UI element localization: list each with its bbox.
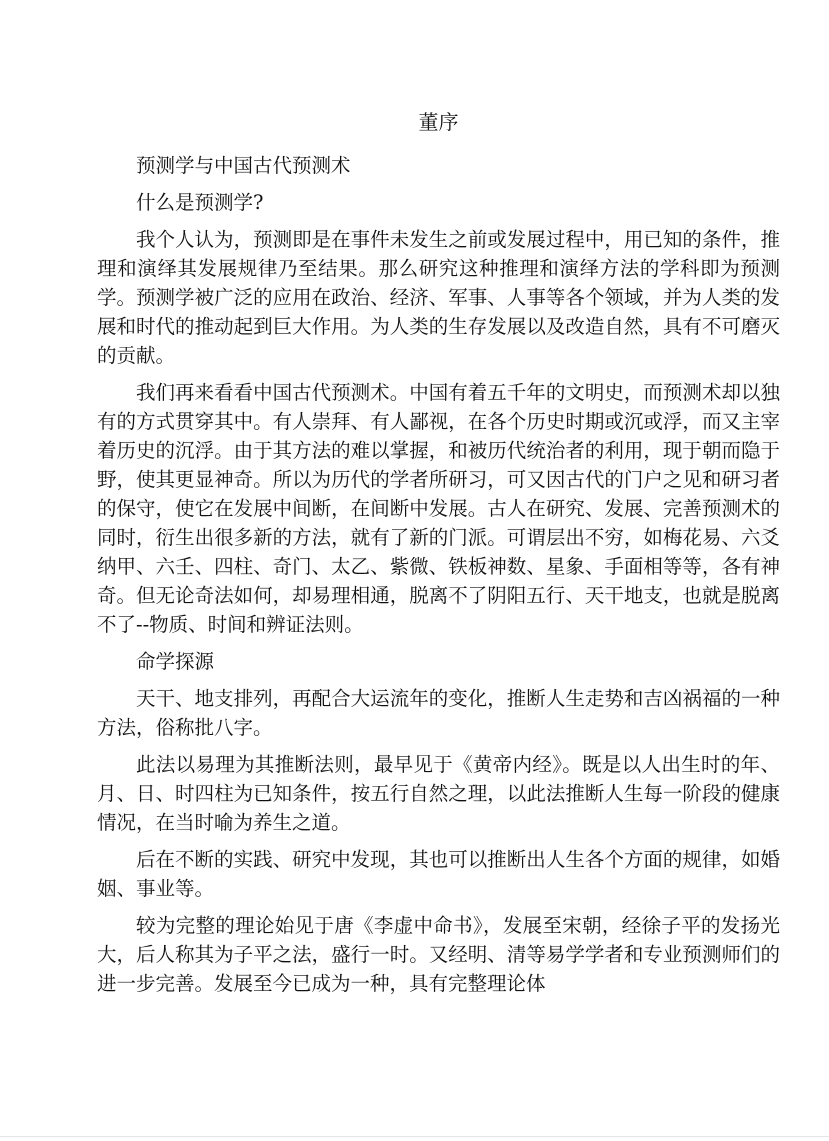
section-heading-origin: 命学探源 xyxy=(136,650,215,673)
paragraph-bazi: 天干、地支排列，再配合大运流年的变化，推断人生走势和吉凶祸福的一种方法，俗称批八字。 xyxy=(97,687,780,739)
page-content xyxy=(97,108,780,1006)
question-heading: 什么是预测学? xyxy=(136,191,264,214)
paragraph-development: 较为完整的理论始见于唐《李虚中命书》，发展至宋朝，经徐子平的发扬光大，后人称其为子平之法，盛行一时。又经明、清等易学学者和专业预测师们的进一步完善。发展至今已成为一种，具有完整理论体 xyxy=(97,914,780,995)
section-heading-prediction: 预测学与中国古代预测术 xyxy=(136,154,351,177)
paragraph-history: 我们再来看看中国古代预测术。中国有着五千年的文明史，而预测术却以独有的方式贯穿其中。有人崇拜、有人鄙视，在各个历史时期或沉或浮，而又主宰着历史的沉浮。由于其方法的难以掌握，和被历代统治者的利用，现于朝而隐于野，使其更显神奇。所以为历代的学者所研习，可又因古代的门户之见和研习者的保守，使它在发展中间断，在间断中发展。古人在研究、发展、完善预测术的同时，衍生出很多新的方法，就有了新的门派。可谓层出不穷，如梅花易、六爻纳甲、六壬、四柱、奇门、太乙、紫微、铁板神数、星象、手面相等等，各有神奇。但无论奇法如何，却易理相通，脱离不了阴阳五行、天干地支，也就是脱离不了--物质、时间和辨证法则。 xyxy=(97,381,780,636)
page-bottom-divider xyxy=(0,1136,829,1137)
page-title: 董序 xyxy=(418,110,459,134)
paragraph-huangdi: 此法以易理为其推断法则，最早见于《黄帝内经》。既是以人出生时的年、月、日、时四柱为已知条件，按五行自然之理，以此法推断人生每一阶段的健康情况，在当时喻为养生之道。 xyxy=(97,753,780,834)
paragraph-practice: 后在不断的实践、研究中发现，其也可以推断出人生各个方面的规律，如婚姻、事业等。 xyxy=(97,848,780,900)
paragraph-definition: 我个人认为，预测即是在事件未发生之前或发展过程中，用已知的条件，推理和演绎其发展规律乃至结果。那么研究这种推理和演绎方法的学科即为预测学。预测学被广泛的应用在政治、经济、军事、人事等各个领域，并为人类的发展和时代的推动起到巨大作用。为人类的生存发展以及改造自然，具有不可磨灭的贡献。 xyxy=(97,228,780,367)
